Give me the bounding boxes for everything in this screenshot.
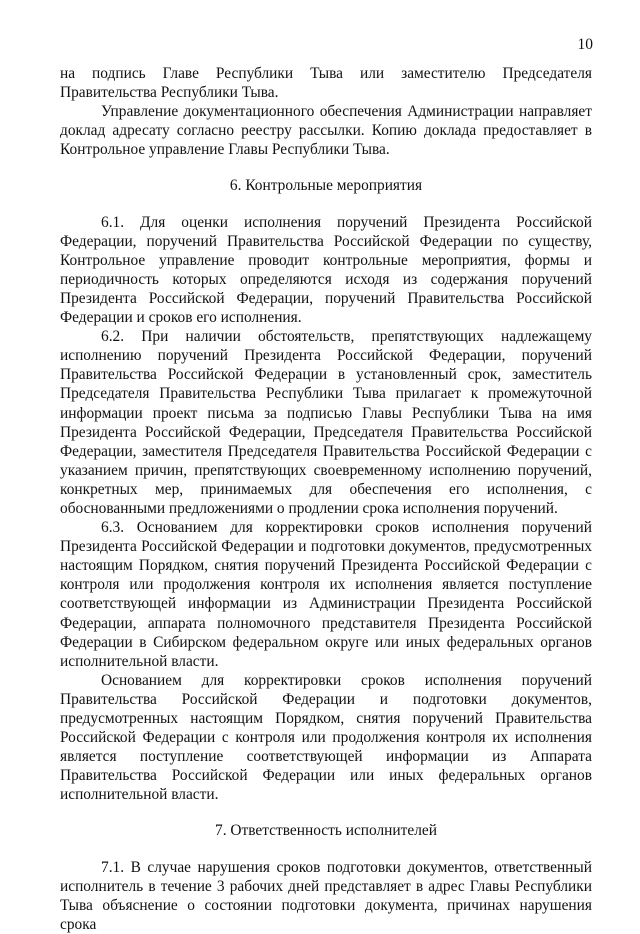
paragraph-6-3: 6.3. Основанием для корректировки сроков исполнения поручений Президента Российской Федерации и подготовки документов, предусмотренных настоящим Порядком, снятия поручений Президента Российской Федерации с контроля или продолжения контроля их исполнения является поступление соответствующей информации из Администрации Президента Российской Федерации, аппарата полномочного представителя Президента Российской Федерации в Сибирском федеральном округе или иных федеральных органов исполнительной власти.	[60, 519, 592, 670]
document-body	[60, 64, 592, 934]
paragraph-6-1: 6.1. Для оценки исполнения поручений Президента Российской Федерации, поручений Правительства Российской Федерации по существу, Контрольное управление проводит контрольные мероприятия, формы и периодичность которых определяются исходя из содержания поручений Президента Российской Федерации, поручений Правительства Российской Федерации и сроков его исполнения.	[60, 213, 592, 327]
paragraph-documentation-management: Управление документационного обеспечения Администрации направляет доклад адресату согласно реестру рассылки. Копию доклада предоставляет в Контрольное управление Главы Республики Тыва.	[60, 103, 592, 159]
paragraph-6-2: 6.2. При наличии обстоятельств, препятствующих надлежащему исполнению поручений Президента Российской Федерации, поручений Правительства Российской Федерации в установленный срок, заместитель Председателя Правительства Республики Тыва прилагает к промежуточной информации проект письма за подписью Главы Республики Тыва на имя Президента Российской Федерации, Председателя Правительства Российской Федерации, заместителя Председателя Правительства Российской Федерации с указанием причин, препятствующих своевременному исполнению поручений, конкретных мер, принимаемых для обеспечения его исполнения, с обоснованными предложениями о продлении срока исполнения поручений.	[60, 328, 592, 517]
section-heading-7: 7. Ответственность исполнителей	[215, 822, 437, 840]
paragraph-7-1: 7.1. В случае нарушения сроков подготовки документов, ответственный исполнитель в течение 3 рабочих дней представляет в адрес Главы Республики Тыва объяснение о состоянии подготовки документа, причинах нарушения срока	[60, 858, 592, 933]
paragraph-continuation: на подпись Главе Республики Тыва или заместителю Председателя Правительства Республики Тыва.	[60, 65, 592, 102]
page-number: 10	[577, 36, 593, 53]
paragraph-6-3-continued: Основанием для корректировки сроков исполнения поручений Правительства Российской Федерации и подготовки документов, предусмотренных настоящим Порядком, снятия поручений Правительства Российской Федерации с контроля или продолжения контроля их исполнения является поступление соответствующей информации из Аппарата Правительства Российской Федерации или иных федеральных органов исполнительной власти.	[60, 671, 592, 804]
section-heading-6: 6. Контрольные мероприятия	[229, 177, 423, 195]
